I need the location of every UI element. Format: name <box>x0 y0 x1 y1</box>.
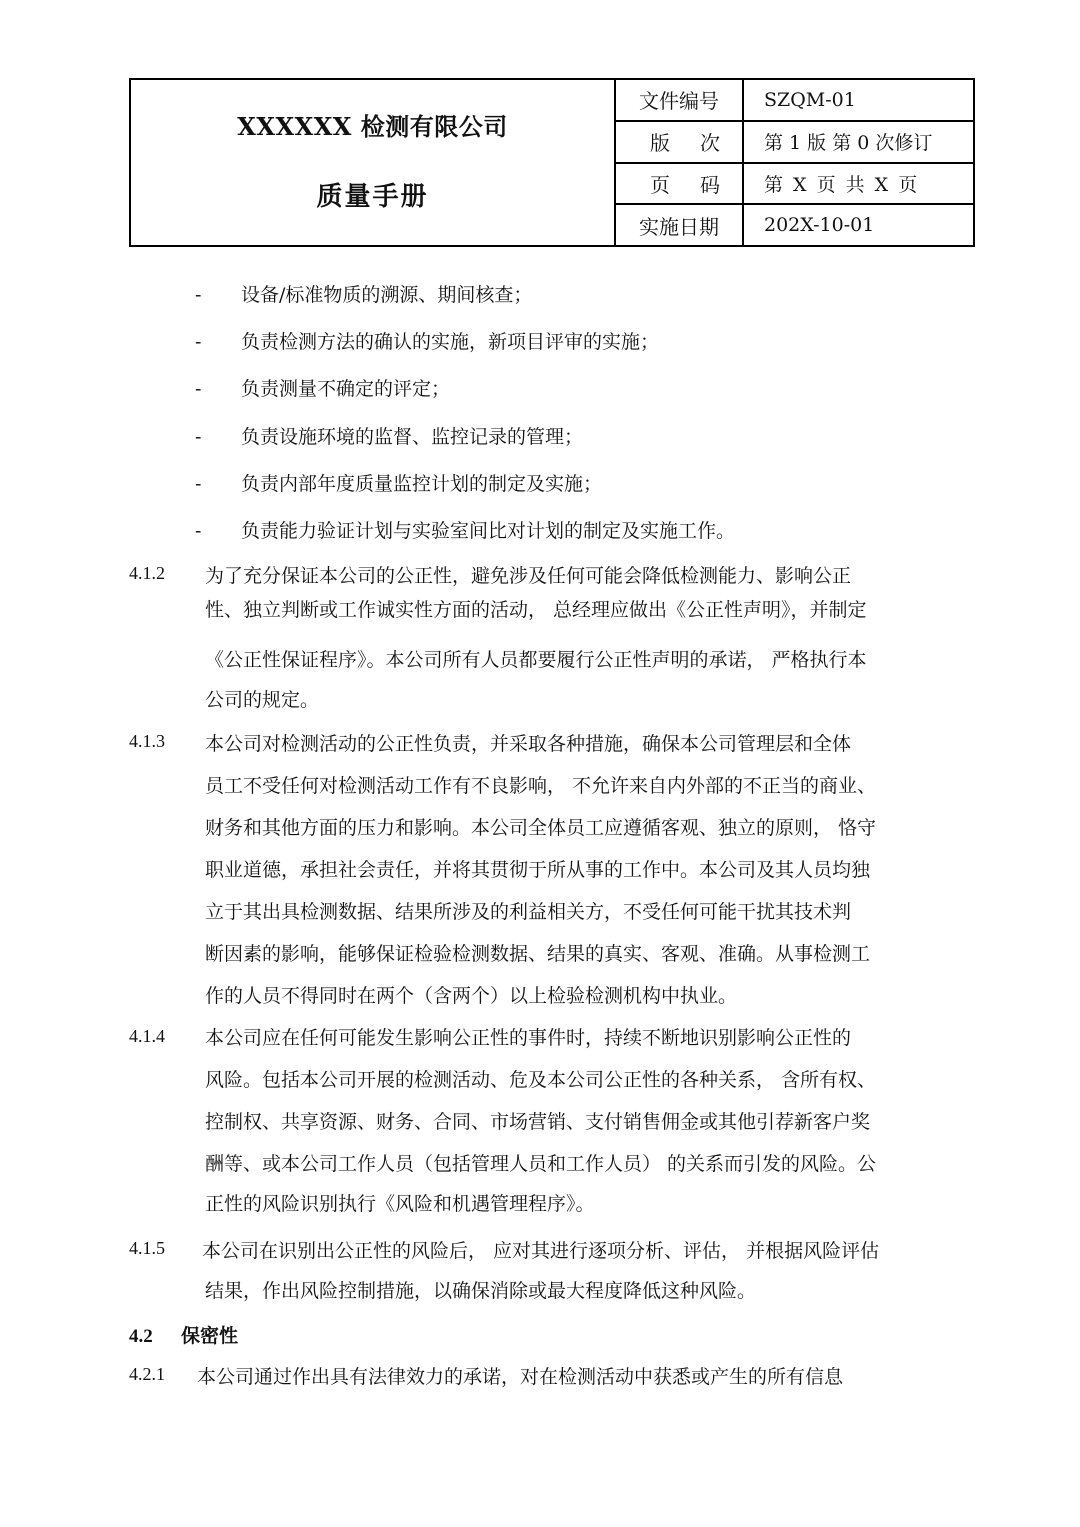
list-item-text: 设备/标准物质的溯源、期间核查； <box>241 284 533 306</box>
clause-line: 本公司在识别出公正性的风险后， 应对其进行逐项分析、评估， 并根据风险评估 <box>202 1240 880 1262</box>
document-header-table <box>129 78 975 247</box>
list-item-text: 负责设施环境的监督、监控记录的管理； <box>241 426 584 448</box>
effective-date-label: 实施日期 <box>616 205 744 245</box>
company-name: XXXXXX 检测有限公司 <box>237 111 508 141</box>
page-label-part-a: 页 <box>650 172 670 197</box>
header-row-page <box>616 164 973 206</box>
clause-line: 立于其出具检测数据、结果所涉及的利益相关方，不受任何可能干扰其技术判 <box>205 901 852 923</box>
list-item: - 负责能力验证计划与实验室间比对计划的制定及实施工作。 <box>195 520 736 542</box>
clause-number: 4.1.4 <box>129 1026 165 1046</box>
list-item: - 负责测量不确定的评定； <box>195 378 451 400</box>
list-item-text: 负责能力验证计划与实验室间比对计划的制定及实施工作。 <box>241 520 736 542</box>
clause-line: 职业道德，承担社会责任，并将其贯彻于所从事的工作中。本公司及其人员均独 <box>205 859 871 881</box>
version-label-part-a: 版 <box>650 131 670 156</box>
clause-line: 《公正性保证程序》。本公司所有人员都要履行公正性声明的承诺， 严格执行本 <box>205 649 867 671</box>
clause-line: 本公司通过作出具有法律效力的承诺，对在检测活动中获悉或产生的所有信息 <box>197 1366 844 1388</box>
effective-date-value: 202X-10-01 <box>764 214 875 237</box>
list-item-text: 负责内部年度质量监控计划的制定及实施； <box>241 473 603 495</box>
clause-line: 结果，作出风险控制措施，以确保消除或最大程度降低这种风险。 <box>205 1280 757 1302</box>
doc-number-value: SZQM-01 <box>764 88 856 111</box>
clause-line: 本公司应在任何可能发生影响公正性的事件时，持续不断地识别影响公正性的 <box>205 1027 852 1049</box>
header-row-version <box>616 122 973 164</box>
clause-line: 员工不受任何对检测活动工作有不良影响， 不允许来自内外部的不正当的商业、 <box>205 775 877 797</box>
section-title: 保密性 <box>181 1325 239 1347</box>
clause-line: 控制权、共享资源、财务、合同、市场营销、支付销售佣金或其他引荐新客户奖 <box>205 1111 871 1133</box>
clause-line: 本公司对检测活动的公正性负责，并采取各种措施，确保本公司管理层和全体 <box>205 733 852 755</box>
list-item: - 负责检测方法的确认的实施，新项目评审的实施； <box>195 331 660 353</box>
clause-number: 4.2.1 <box>129 1364 165 1384</box>
clause-line: 为了充分保证本公司的公正性，避免涉及任何可能会降低检测能力、影响公正 <box>205 565 852 587</box>
doc-number-label: 文件编号 <box>616 80 744 120</box>
clause-number: 4.1.5 <box>129 1238 165 1258</box>
clause-line: 公司的规定。 <box>205 689 320 711</box>
section-number: 4.2 <box>129 1326 153 1347</box>
clause-number: 4.1.3 <box>129 731 165 751</box>
page-label-part-b: 码 <box>700 172 720 197</box>
version-label-part-b: 次 <box>700 131 720 156</box>
header-row-doc-number <box>616 80 973 122</box>
list-item-text: 负责测量不确定的评定； <box>241 378 451 400</box>
clause-line: 断因素的影响，能够保证检验检测数据、结果的真实、客观、准确。从事检测工 <box>205 943 871 965</box>
header-title-block <box>131 80 616 245</box>
clause-number: 4.1.2 <box>129 563 165 583</box>
clause-line: 财务和其他方面的压力和影响。本公司全体员工应遵循客观、独立的原则， 恪守 <box>205 817 877 839</box>
header-row-effective-date <box>616 205 973 245</box>
clause-line: 酬等、或本公司工作人员（包括管理人员和工作人员） 的关系而引发的风险。公 <box>205 1153 877 1175</box>
version-value: 第 1 版 第 0 次修订 <box>764 132 933 155</box>
header-meta-block <box>616 80 973 245</box>
manual-title: 质量手册 <box>316 181 429 212</box>
clause-line: 作的人员不得同时在两个（含两个）以上检验检测机构中执业。 <box>205 985 738 1007</box>
section-heading <box>129 1321 238 1348</box>
page-value: 第 X 页 共 X 页 <box>764 173 918 196</box>
clause-line: 正性的风险识别执行《风险和机遇管理程序》。 <box>205 1193 595 1215</box>
list-item: - 设备/标准物质的溯源、期间核查； <box>195 284 533 306</box>
page-label <box>616 164 744 204</box>
clause-line: 性、独立判断或工作诚实性方面的活动， 总经理应做出《公正性声明》，并制定 <box>205 599 867 621</box>
list-item: - 负责设施环境的监督、监控记录的管理； <box>195 426 584 448</box>
list-item: - 负责内部年度质量监控计划的制定及实施； <box>195 473 603 495</box>
list-item-text: 负责检测方法的确认的实施，新项目评审的实施； <box>241 331 660 353</box>
version-label <box>616 122 744 162</box>
clause-line: 风险。包括本公司开展的检测活动、危及本公司公正性的各种关系， 含所有权、 <box>205 1069 877 1091</box>
